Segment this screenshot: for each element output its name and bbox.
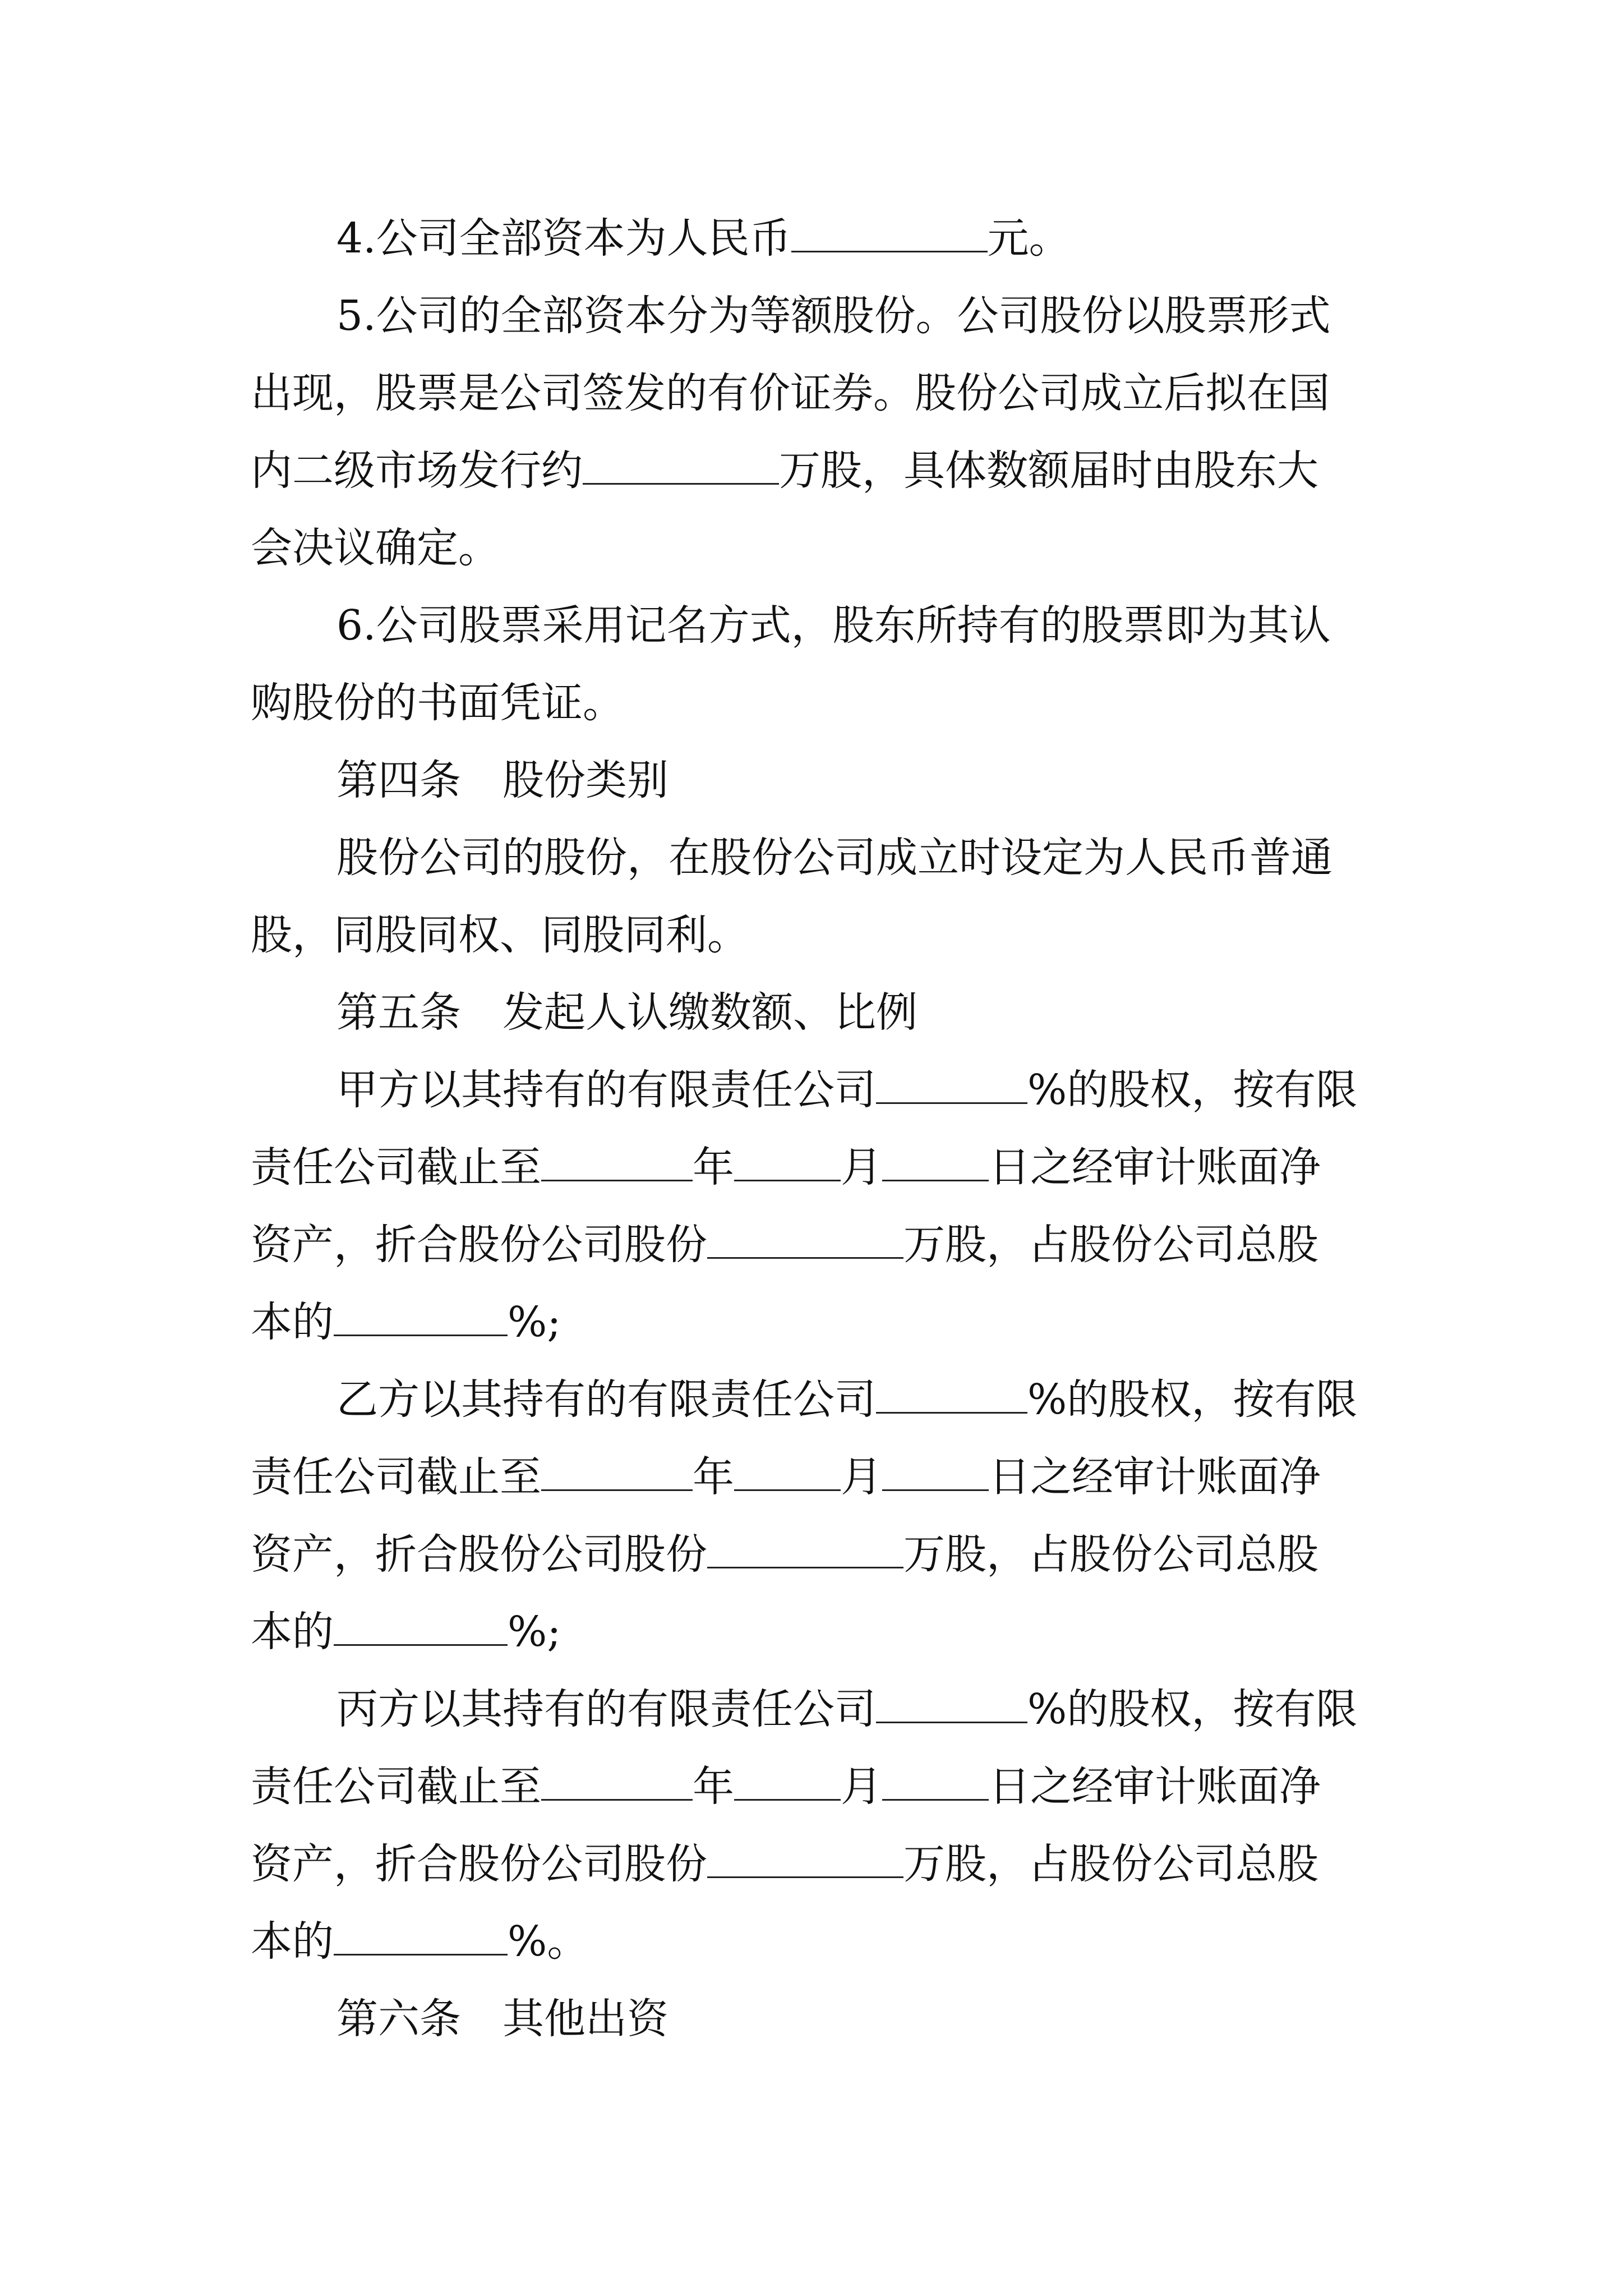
text-segment: 本的 bbox=[251, 1608, 334, 1656]
clause-5-line-1 bbox=[336, 279, 1623, 352]
party-b-line-3 bbox=[251, 1518, 1623, 1591]
text-segment: 内二级市场发行约 bbox=[251, 447, 583, 495]
party-a-line-4 bbox=[251, 1286, 1623, 1359]
text-segment: 万股，占股份公司总股 bbox=[903, 1221, 1318, 1269]
fill-blank bbox=[583, 448, 779, 485]
fill-blank bbox=[882, 1145, 989, 1181]
text-segment: 会决议确定。 bbox=[251, 524, 500, 572]
text-segment: 责任公司截止至 bbox=[251, 1143, 541, 1191]
fill-blank bbox=[734, 1455, 841, 1491]
party-b-line-2 bbox=[251, 1441, 1623, 1513]
fill-blank bbox=[876, 1687, 1027, 1723]
text-segment: 责任公司截止至 bbox=[251, 1453, 541, 1501]
fill-blank bbox=[334, 1300, 508, 1336]
fill-blank bbox=[541, 1764, 693, 1801]
text-segment: 元。 bbox=[987, 214, 1071, 263]
party-a-line-3 bbox=[251, 1208, 1623, 1281]
text-segment: %。 bbox=[508, 1917, 589, 1966]
fill-blank bbox=[707, 1532, 903, 1568]
fill-blank bbox=[882, 1764, 989, 1801]
fill-blank bbox=[876, 1377, 1027, 1414]
text-segment: 年 bbox=[693, 1763, 734, 1811]
text-segment: 日之经审计账面净 bbox=[989, 1763, 1321, 1811]
text-segment: 日之经审计账面净 bbox=[989, 1143, 1321, 1191]
article-5-heading bbox=[336, 976, 1623, 1049]
text-segment: 5.公司的全部资本分为等额股份。公司股份以股票形式 bbox=[336, 292, 1331, 340]
fill-blank bbox=[734, 1764, 841, 1801]
text-segment: 月 bbox=[841, 1453, 882, 1501]
text-segment: 资产，折合股份公司股份 bbox=[251, 1530, 707, 1579]
clause-4-line bbox=[336, 202, 1623, 275]
text-segment: 年 bbox=[693, 1143, 734, 1191]
party-c-line-4 bbox=[251, 1905, 1623, 1978]
fill-blank bbox=[876, 1068, 1027, 1104]
party-c-line-1 bbox=[336, 1673, 1623, 1746]
article-4-line-2 bbox=[251, 899, 1623, 972]
clause-6-line-2 bbox=[251, 666, 1623, 739]
text-segment: 月 bbox=[841, 1763, 882, 1811]
text-segment: 年 bbox=[693, 1453, 734, 1501]
text-segment: %的股权，按有限 bbox=[1027, 1066, 1358, 1114]
text-segment: 6.公司股票采用记名方式，股东所持有的股票即为其认 bbox=[336, 601, 1331, 650]
fill-blank bbox=[734, 1145, 841, 1181]
section-heading: 第五条 发起人认缴数额、比例 bbox=[336, 988, 917, 1037]
text-segment: %的股权，按有限 bbox=[1027, 1375, 1358, 1424]
text-segment: 万股，占股份公司总股 bbox=[903, 1840, 1318, 1888]
text-segment: 股，同股同权、同股同利。 bbox=[251, 911, 749, 959]
text-segment: 股份公司的股份，在股份公司成立时设定为人民币普通 bbox=[336, 834, 1332, 882]
text-segment: %; bbox=[508, 1298, 561, 1346]
text-segment: 乙方以其持有的有限责任公司 bbox=[336, 1375, 876, 1424]
party-a-line-1 bbox=[336, 1053, 1623, 1126]
text-segment: 丙方以其持有的有限责任公司 bbox=[336, 1685, 876, 1733]
section-heading: 第四条 股份类别 bbox=[336, 756, 668, 804]
fill-blank bbox=[882, 1455, 989, 1491]
text-segment: 万股，占股份公司总股 bbox=[903, 1530, 1318, 1579]
text-segment: 资产，折合股份公司股份 bbox=[251, 1221, 707, 1269]
article-4-line-1 bbox=[336, 821, 1623, 894]
fill-blank bbox=[707, 1842, 903, 1878]
party-b-line-4 bbox=[251, 1595, 1623, 1668]
text-segment: 资产，折合股份公司股份 bbox=[251, 1840, 707, 1888]
text-segment: 月 bbox=[841, 1143, 882, 1191]
text-segment: 日之经审计账面净 bbox=[989, 1453, 1321, 1501]
article-6-heading bbox=[336, 1982, 1623, 2055]
fill-blank bbox=[334, 1609, 508, 1646]
fill-blank bbox=[334, 1919, 508, 1955]
fill-blank bbox=[541, 1455, 693, 1491]
text-segment: %的股权，按有限 bbox=[1027, 1685, 1358, 1733]
party-c-line-3 bbox=[251, 1828, 1623, 1901]
text-segment: 4.公司全部资本为人民币 bbox=[336, 214, 791, 263]
text-segment: 出现，股票是公司签发的有价证券。股份公司成立后拟在国 bbox=[251, 369, 1330, 417]
clause-5-line-2 bbox=[251, 357, 1623, 430]
party-c-line-2 bbox=[251, 1750, 1623, 1823]
text-segment: 万股，具体数额届时由股东大 bbox=[779, 447, 1318, 495]
text-segment: 责任公司截止至 bbox=[251, 1763, 541, 1811]
party-a-line-2 bbox=[251, 1131, 1623, 1204]
party-b-line-1 bbox=[336, 1363, 1623, 1436]
fill-blank bbox=[791, 216, 988, 252]
section-heading: 第六条 其他出资 bbox=[336, 1995, 668, 2043]
text-segment: 甲方以其持有的有限责任公司 bbox=[336, 1066, 876, 1114]
clause-5-line-3 bbox=[251, 434, 1623, 507]
fill-blank bbox=[541, 1145, 693, 1181]
article-4-heading bbox=[336, 744, 1623, 817]
text-segment: 本的 bbox=[251, 1917, 334, 1966]
text-segment: 购股份的书面凭证。 bbox=[251, 679, 624, 727]
clause-5-line-4 bbox=[251, 512, 1623, 585]
text-segment: 本的 bbox=[251, 1298, 334, 1346]
clause-6-line-1 bbox=[336, 589, 1623, 662]
fill-blank bbox=[707, 1222, 903, 1259]
text-segment: %; bbox=[508, 1608, 561, 1656]
